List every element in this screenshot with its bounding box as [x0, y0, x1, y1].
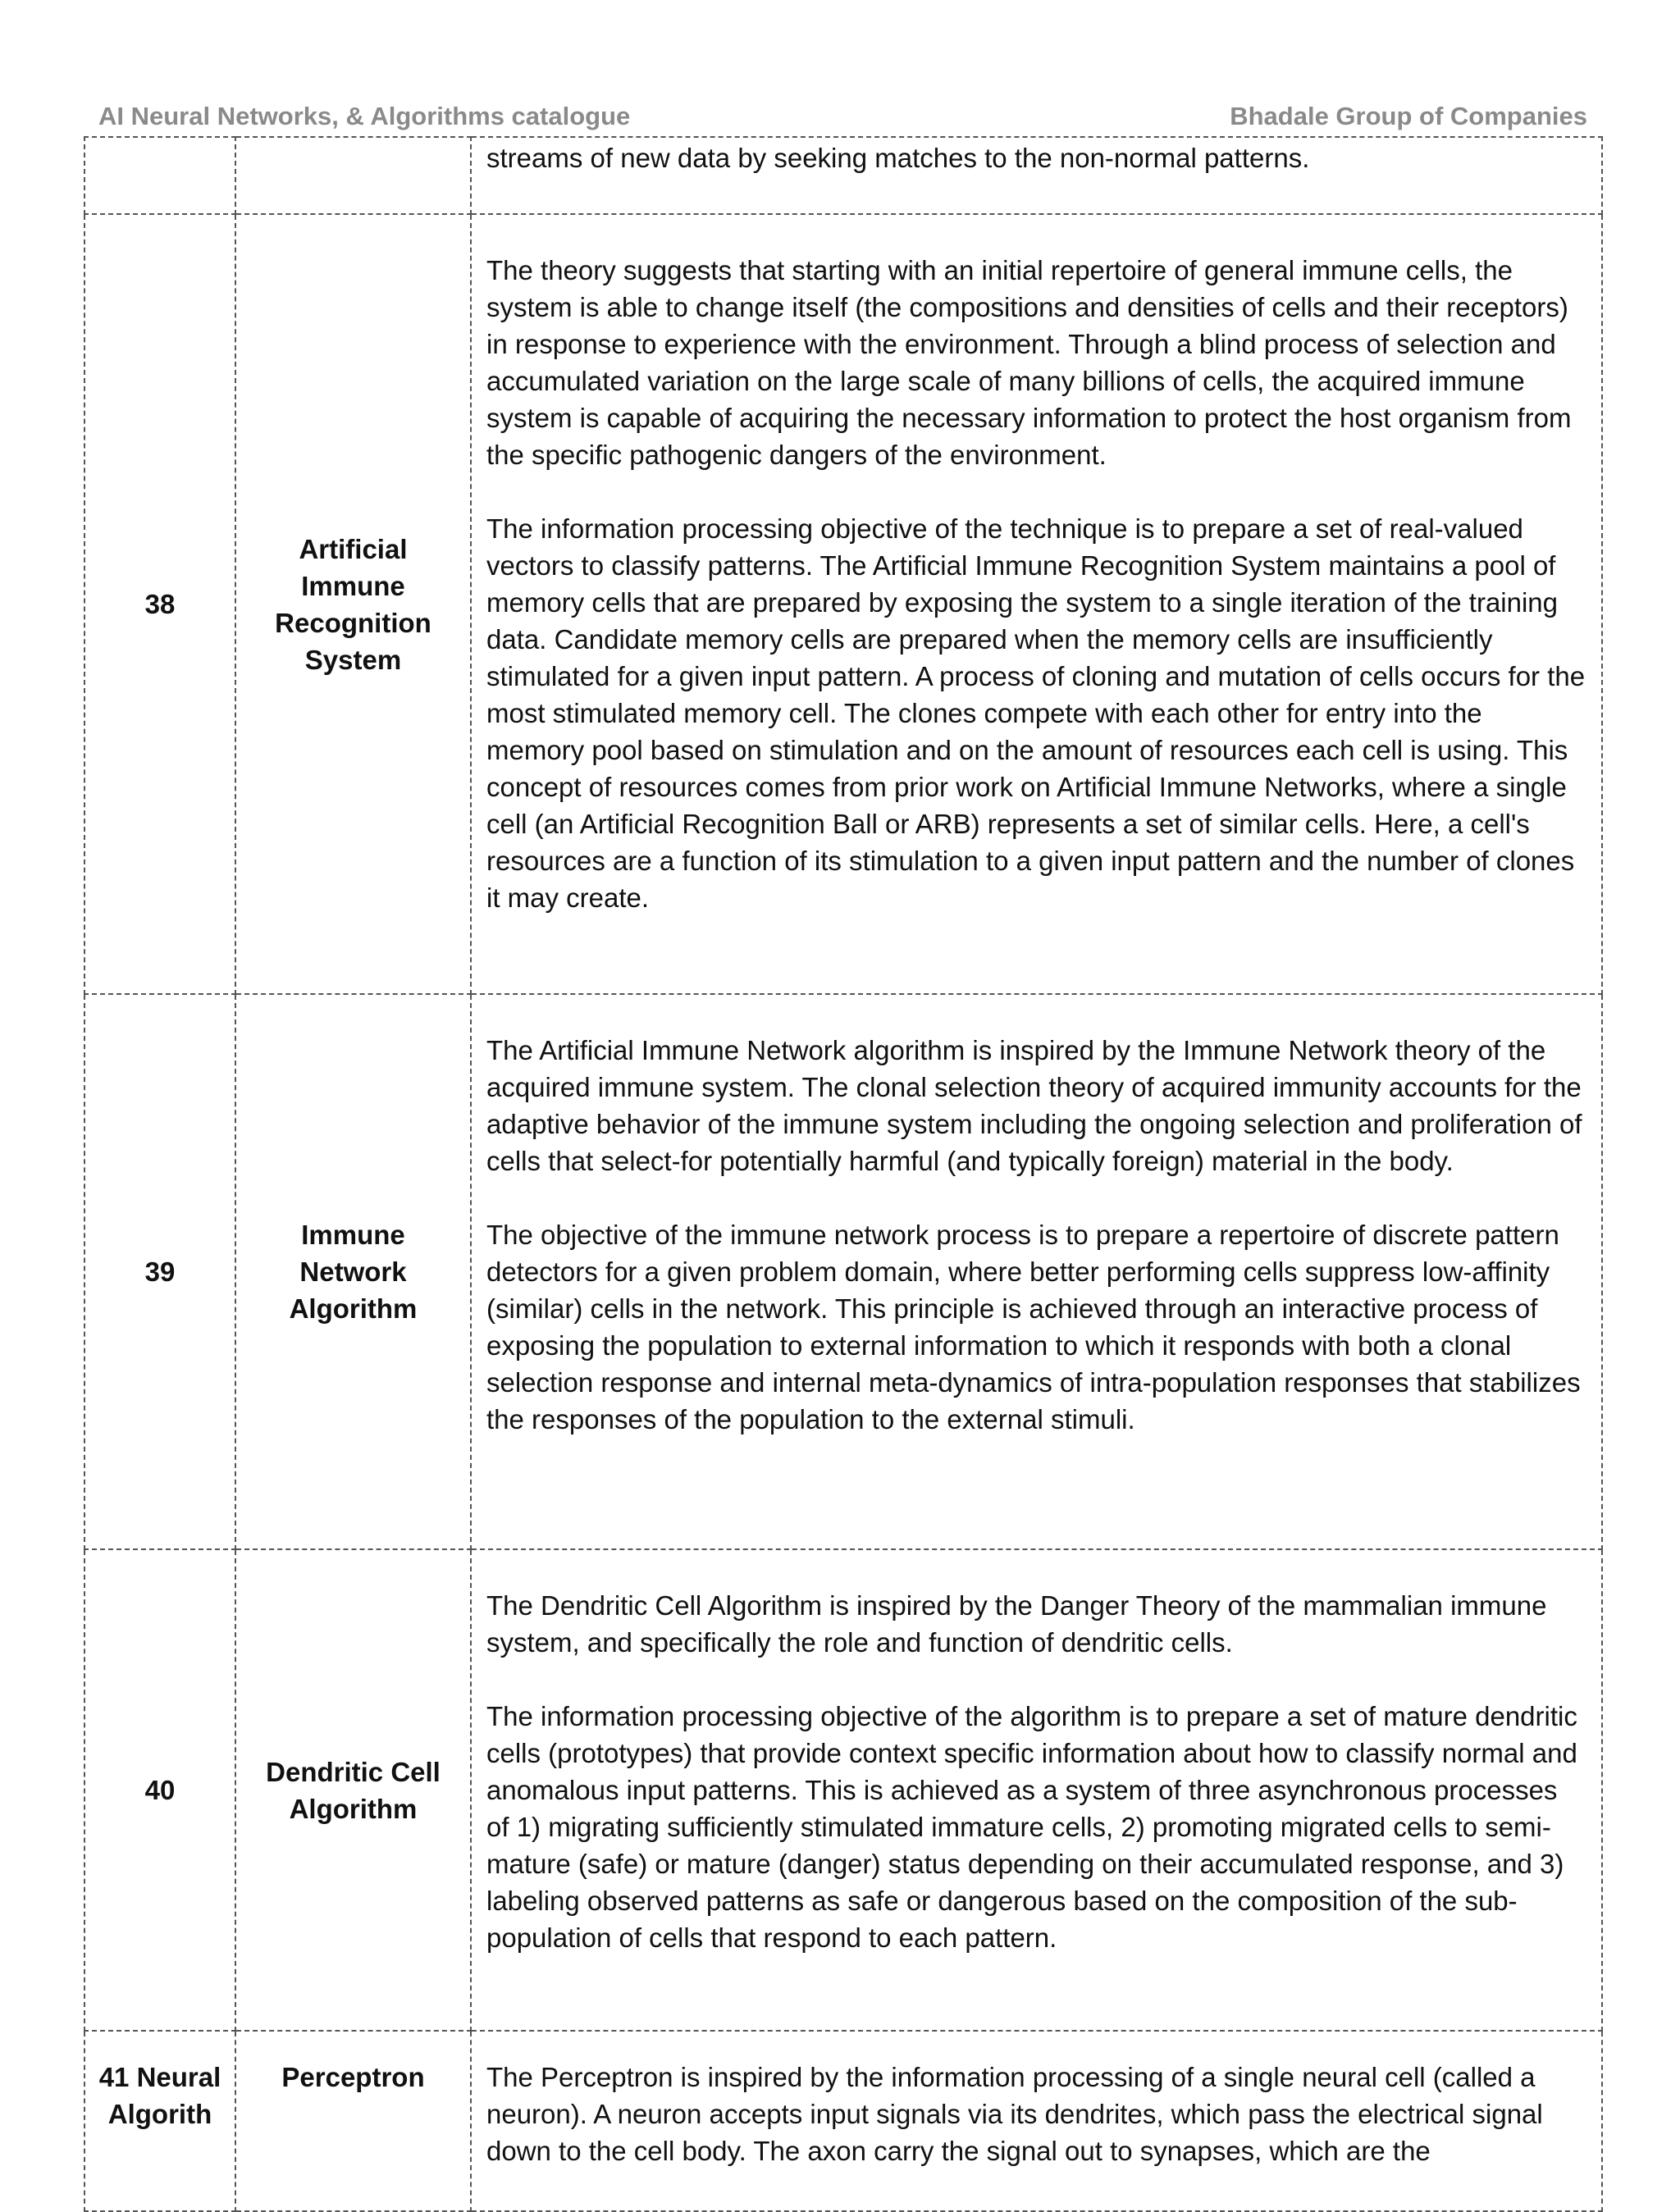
table-row: [84, 1549, 1602, 2031]
algorithm-table: [84, 136, 1603, 2212]
algorithm-description: [471, 137, 1602, 214]
description-paragraph: The Artificial Immune Network algorithm is inspired by the Immune Network theory of the acquired immune system. The clonal selection theory of acquired immunity accounts for the adaptive behavior of the immune system including the ongoing selection and proliferation of cells that select-for potentially harmful (and typically foreign) material in the body.: [486, 1035, 1582, 1176]
description-paragraph: The information processing objective of the technique is to prepare a set of real-valued vectors to classify patterns. The Artificial Immune Recognition System maintains a pool of memory cells that are prepared by exposing the system to a single iteration of the training data. Candidate memory cells are prepared when the memory cells are insufficiently stimulated for a given input pattern. A process of cloning and mutation of cells occurs for the most stimulated memory cell. The clones compete with each other for entry into the memory pool based on stimulation and on the amount of resources each cell is using. This concept of resources comes from prior work on Artificial Immune Networks, where a single cell (an Artificial Recognition Ball or ARB) represents a set of similar cells. Here, a cell's resources are a function of its stimulation to a given input pattern and the number of clones it may create.: [486, 513, 1586, 913]
algorithm-description: [471, 1549, 1602, 2031]
row-number: [84, 137, 235, 214]
table-row: [84, 137, 1602, 214]
description-paragraph: The objective of the immune network process is to prepare a repertoire of discrete pattern detectors for a given problem domain, where better performing cells suppress low-affinity (similar) cells in the network. This principle is achieved through an interactive process of exposing the population to external information to which it responds with both a clonal selection response and internal meta-dynamics of intra-population responses that stabilizes the responses of the population to the external stimuli.: [486, 1220, 1581, 1434]
algorithm-name: Artificial Immune Recognition System: [235, 214, 471, 994]
table-row: [84, 2031, 1602, 2211]
header-catalogue-title: AI Neural Networks, & Algorithms catalogue: [98, 102, 631, 130]
row-number: 38: [84, 214, 235, 994]
table-row: [84, 214, 1602, 994]
description-paragraph: The theory suggests that starting with an initial repertoire of general immune cells, the system is able to change itself (the compositions and densities of cells and their receptors) in response to experience with the environment. Through a blind process of selection and accumulated variation on the large scale of many billions of cells, the acquired immune system is capable of acquiring the necessary information to protect the host organism from the specific pathogenic dangers of the environment.: [486, 255, 1572, 470]
algorithm-name: [235, 137, 471, 214]
algorithm-description: [471, 214, 1602, 994]
description-paragraph: The information processing objective of the algorithm is to prepare a set of mature dendritic cells (prototypes) that provide context specific information about how to classify normal and anomalous input patterns. This is achieved as a system of three asynchronous processes of 1) migrating sufficiently stimulated immature cells, 2) promoting migrated cells to semi-mature (safe) or mature (danger) status depending on their accumulated response, and 3) labeling observed patterns as safe or dangerous based on the composition of the sub-population of cells that respond to each pattern.: [486, 1701, 1577, 1953]
description-paragraph: The Perceptron is inspired by the information processing of a single neural cell (called a neuron). A neuron accepts input signals via its dendrites, which pass the electrical signal down to the cell body. The axon carry the signal out to synapses, which are the: [486, 2062, 1543, 2166]
description-paragraph: The Dendritic Cell Algorithm is inspired by the Danger Theory of the mammalian immune system, and specifically the role and function of dendritic cells.: [486, 1590, 1547, 1658]
algorithm-name: Dendritic Cell Algorithm: [235, 1549, 471, 2031]
row-number: 39: [84, 994, 235, 1549]
algorithm-description: [471, 2031, 1602, 2211]
header-company-name: Bhadale Group of Companies: [1230, 102, 1587, 130]
description-paragraph: streams of new data by seeking matches to the non-normal patterns.: [486, 143, 1310, 173]
page-header: [98, 98, 1587, 135]
row-number: 40: [84, 1549, 235, 2031]
row-number: 41 Neural Algorith: [84, 2031, 235, 2211]
algorithm-name: Perceptron: [235, 2031, 471, 2211]
algorithm-description: [471, 994, 1602, 1549]
algorithm-name: Immune Network Algorithm: [235, 994, 471, 1549]
table-row: [84, 994, 1602, 1549]
